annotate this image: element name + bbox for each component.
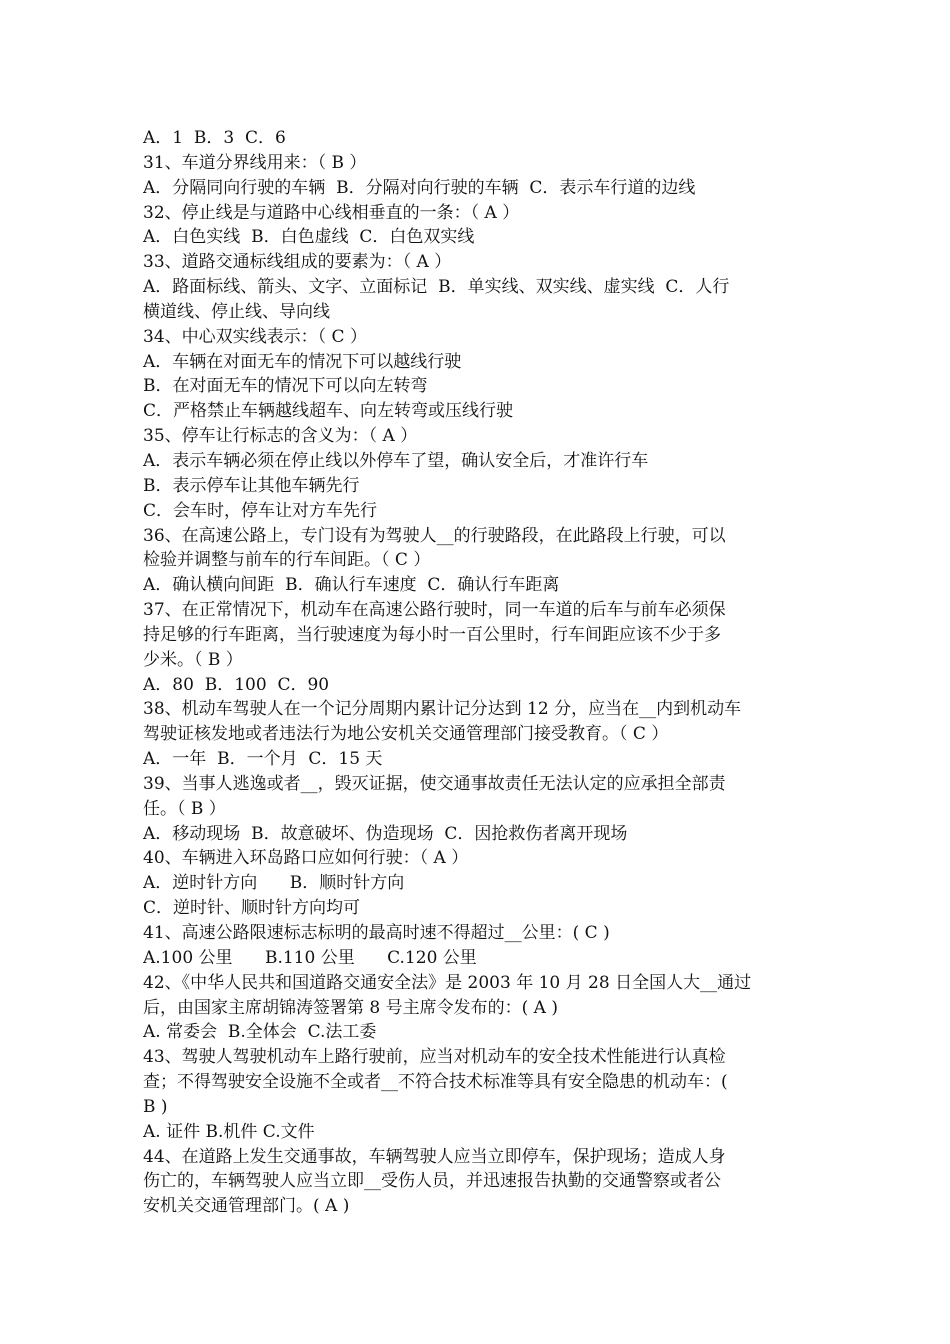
text-line: A．分隔同向行驶的车辆 B．分隔对向行驶的车辆 C．表示车行道的边线 bbox=[143, 177, 696, 198]
text-line: 32、停止线是与道路中心线相垂直的一条：（ A ） bbox=[143, 202, 520, 223]
text-line: 40、车辆进入环岛路口应如何行驶：（ A ） bbox=[143, 848, 469, 869]
text-line: A．1 B．3 C．6 bbox=[143, 128, 286, 148]
text-line: 横道线、停止线、导向线 bbox=[143, 301, 330, 322]
document-body bbox=[143, 126, 823, 1219]
text-line: B．表示停车让其他车辆先行 bbox=[143, 475, 360, 496]
text-line: 伤亡的，车辆驾驶人应当立即__受伤人员，并迅速报告执勤的交通警察或者公 bbox=[143, 1171, 721, 1192]
text-line: 35、停车让行标志的含义为：（ A ） bbox=[143, 426, 418, 447]
text-line: 安机关交通管理部门。( A ) bbox=[143, 1196, 350, 1217]
text-line: A.100 公里 B.110 公里 C.120 公里 bbox=[143, 947, 477, 968]
text-line: C．会车时，停车让对方车先行 bbox=[143, 500, 378, 521]
text-line: 驾驶证核发地或者违法行为地公安机关交通管理部门接受教育。（ C ） bbox=[143, 724, 669, 745]
text-line: A．白色实线 B．白色虚线 C．白色双实线 bbox=[143, 227, 475, 248]
text-line: A．移动现场 B．故意破坏、伪造现场 C．因抢救伤者离开现场 bbox=[143, 823, 628, 844]
text-line: 38、机动车驾驶人在一个记分周期内累计记分达到 12 分，应当在__内到机动车 bbox=[143, 699, 742, 720]
text-line: 检验并调整与前车的行车间距。（ C ） bbox=[143, 550, 431, 571]
text-line: 39、当事人逃逸或者__，毁灭证据，使交通事故责任无法认定的应承担全部责 bbox=[143, 773, 726, 794]
text-line: A. 证件 B.机件 C.文件 bbox=[143, 1121, 315, 1142]
text-line: 42、《中华人民共和国道路交通安全法》是 2003 年 10 月 28 日全国人大__通过 bbox=[143, 972, 752, 993]
text-line: 36、在高速公路上，专门设有为驾驶人__的行驶路段，在此路段上行驶，可以 bbox=[143, 525, 726, 546]
text-line: 持足够的行车距离，当行驶速度为每小时一百公里时，行车间距应该不少于多 bbox=[143, 624, 721, 645]
text-line: B．在对面无车的情况下可以向左转弯 bbox=[143, 376, 428, 397]
text-line: A．一年 B．一个月 C．15 天 bbox=[143, 749, 383, 770]
text-line: A．车辆在对面无车的情况下可以越线行驶 bbox=[143, 351, 462, 372]
text-line: 41、高速公路限速标志标明的最高时速不得超过__公里：( C ) bbox=[143, 923, 610, 943]
text-line: C．严格禁止车辆越线超车、向左转弯或压线行驶 bbox=[143, 401, 514, 422]
text-line: 33、道路交通标线组成的要素为：（ A ） bbox=[143, 252, 452, 273]
text-line: 37、在正常情况下，机动车在高速公路行驶时，同一车道的后车与前车必须保 bbox=[143, 600, 726, 621]
text-line: 后，由国家主席胡锦涛签署第 8 号主席令发布的：( A ) bbox=[143, 997, 558, 1018]
text-line: 查；不得驾驶安全设施不全或者__不符合技术标准等具有安全隐患的机动车：( bbox=[143, 1072, 728, 1093]
text-line: 31、车道分界线用来：（ B ） bbox=[143, 152, 367, 173]
text-line: A. 常委会 B.全体会 C.法工委 bbox=[143, 1022, 377, 1043]
text-line: 少米。（ B ） bbox=[143, 649, 243, 670]
text-line: A．表示车辆必须在停止线以外停车了望，确认安全后，才准许行车 bbox=[143, 450, 649, 471]
text-line: 43、驾驶人驾驶机动车上路行驶前，应当对机动车的安全技术性能进行认真检 bbox=[143, 1047, 726, 1068]
text-line: A．确认横向间距 B．确认行车速度 C．确认行车距离 bbox=[143, 575, 560, 596]
text-line: A．80 B．100 C．90 bbox=[143, 674, 330, 695]
text-line: A．逆时针方向 B．顺时针方向 bbox=[143, 873, 405, 894]
text-line: B ) bbox=[143, 1096, 168, 1117]
text-line: 34、中心双实线表示：（ C ） bbox=[143, 326, 367, 347]
text-line: 任。（ B ） bbox=[143, 798, 226, 819]
text-line: A．路面标线、箭头、文字、立面标记 B．单实线、双实线、虚实线 C．人行 bbox=[143, 277, 730, 298]
text-line: 44、在道路上发生交通事故，车辆驾驶人应当立即停车，保护现场；造成人身 bbox=[143, 1146, 726, 1167]
text-line: C．逆时针、顺时针方向均可 bbox=[143, 898, 361, 919]
